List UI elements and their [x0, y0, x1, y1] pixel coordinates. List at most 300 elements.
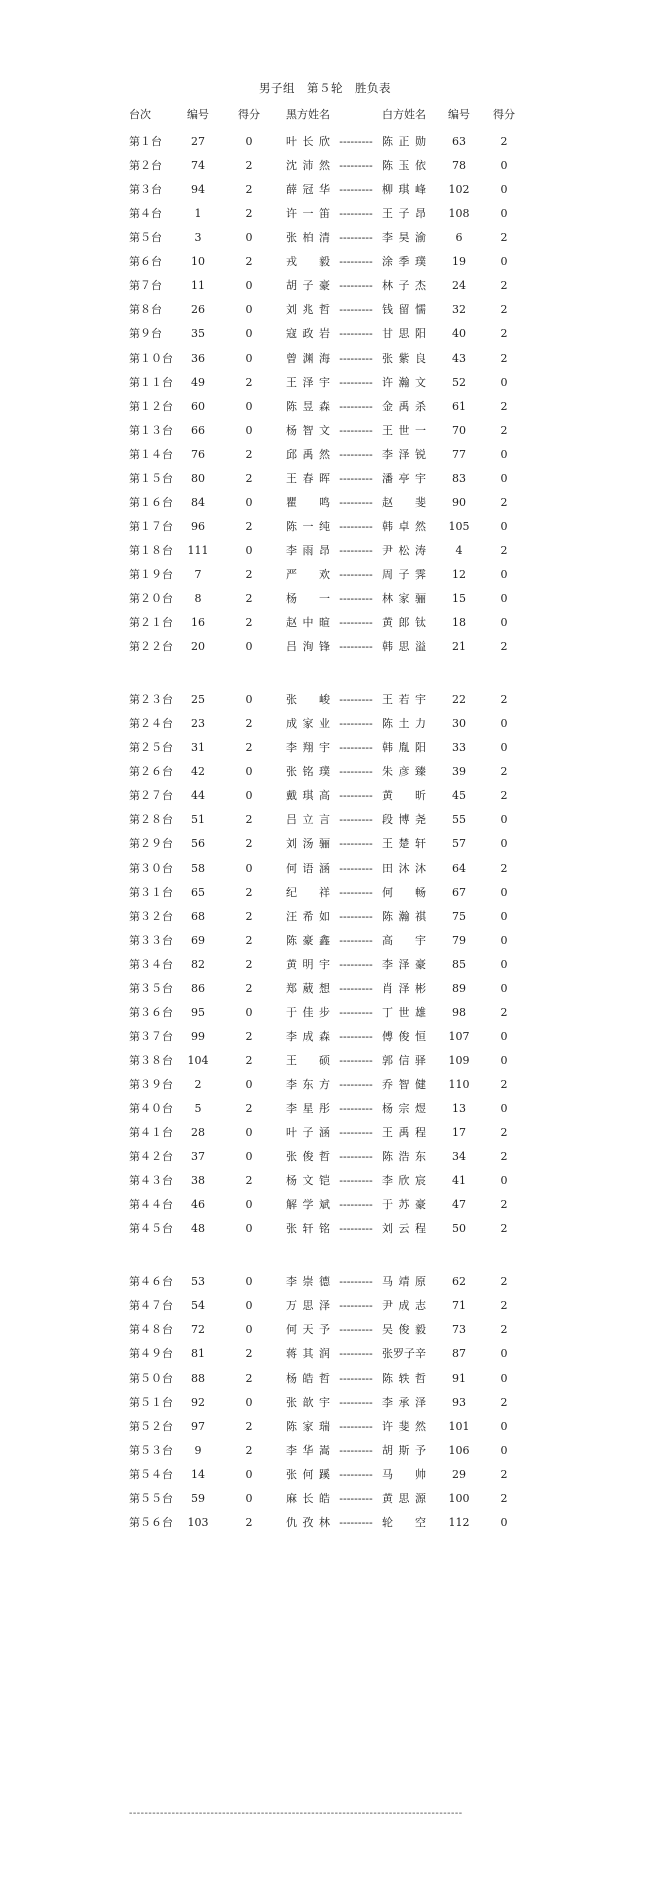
white-name: 于苏豪: [382, 1198, 426, 1212]
white-score: 0: [500, 717, 508, 731]
table-row: [0, 1054, 650, 1068]
black-score: 0: [245, 1150, 253, 1164]
white-name: 田沐沐: [382, 861, 426, 875]
black-num: 7: [194, 567, 202, 581]
black-score: 2: [245, 1053, 253, 1067]
table-no: 第２４台: [129, 717, 173, 731]
white-num: 45: [452, 789, 466, 803]
black-score: 0: [245, 231, 253, 245]
black-num: 53: [191, 1275, 205, 1289]
black-score: 0: [245, 399, 253, 413]
black-num: 31: [191, 741, 205, 755]
black-score: 2: [245, 616, 253, 629]
white-num: 91: [452, 1371, 466, 1385]
header-black-name: 黑方姓名: [286, 108, 330, 121]
black-name: 曾渊海: [286, 351, 330, 365]
header-white-name: 白方姓名: [382, 108, 426, 121]
white-num: 41: [452, 1174, 466, 1188]
pairing-separator: ---------: [339, 765, 373, 779]
white-num: 6: [455, 231, 463, 245]
table-row: [0, 1468, 650, 1482]
white-score: 0: [500, 885, 508, 899]
black-name: 李翔宇: [286, 741, 330, 755]
white-num: 77: [452, 447, 466, 461]
table-no: 第２５台: [129, 741, 173, 755]
table-no: 第１４台: [129, 447, 173, 461]
white-name: 韩思溢: [382, 640, 426, 653]
table-header: [0, 108, 650, 122]
black-num: 11: [191, 279, 205, 293]
black-score: 0: [245, 1005, 253, 1019]
pairing-separator: ---------: [339, 1443, 373, 1457]
table-row: [0, 424, 650, 438]
white-score: 2: [500, 1198, 508, 1212]
white-num: 17: [452, 1126, 466, 1139]
table-no: 第４５台: [129, 1222, 173, 1236]
white-name: 潘亭宇: [382, 471, 426, 485]
white-num: 24: [452, 279, 466, 293]
black-num: 68: [191, 909, 205, 923]
pairing-separator: ---------: [339, 1053, 373, 1067]
pairing-separator: ---------: [339, 1467, 373, 1481]
table-no: 第５５台: [129, 1491, 173, 1505]
black-name: 何天予: [286, 1323, 330, 1337]
table-row: [0, 327, 650, 341]
black-score: 2: [245, 933, 253, 947]
table-no: 第４７台: [129, 1299, 173, 1313]
table-row: [0, 135, 650, 149]
table-row: [0, 159, 650, 173]
black-name: 李东方: [286, 1077, 330, 1091]
table-row: [0, 568, 650, 582]
black-num: 99: [191, 1029, 205, 1043]
black-name: 李成森: [286, 1029, 330, 1043]
black-num: 28: [191, 1126, 205, 1139]
white-num: 47: [452, 1198, 466, 1212]
table-no: 第４６台: [129, 1275, 173, 1289]
black-name: 张铭璞: [286, 765, 330, 779]
white-num: 105: [448, 519, 470, 533]
pairing-separator: ---------: [339, 1077, 373, 1091]
black-num: 54: [191, 1299, 205, 1313]
black-score: 0: [245, 279, 253, 293]
table-no: 第１２台: [129, 399, 173, 413]
white-num: 40: [452, 327, 466, 341]
white-num: 12: [452, 567, 466, 581]
black-num: 3: [194, 231, 202, 245]
black-num: 82: [191, 957, 205, 971]
black-score: 0: [245, 640, 253, 653]
white-num: 32: [452, 303, 466, 317]
black-name: 张轩铭: [286, 1222, 330, 1236]
white-name: 马靖原: [382, 1275, 426, 1289]
table-row: [0, 1078, 650, 1092]
table-row: [0, 592, 650, 606]
black-name: 瞿 鸣: [286, 495, 330, 509]
white-name: 韩胤阳: [382, 741, 426, 755]
black-num: 36: [191, 351, 205, 365]
white-score: 2: [500, 1126, 508, 1139]
white-score: 0: [500, 255, 508, 269]
white-score: 2: [500, 1275, 508, 1289]
white-score: 0: [500, 1053, 508, 1067]
pairing-separator: ---------: [339, 1323, 373, 1337]
white-name: 吴俊毅: [382, 1323, 426, 1337]
pairing-separator: ---------: [339, 207, 373, 221]
white-score: 2: [500, 1222, 508, 1236]
table-row: [0, 886, 650, 900]
black-num: 81: [191, 1347, 205, 1361]
white-score: 0: [500, 616, 508, 629]
white-score: 0: [500, 1102, 508, 1115]
white-score: 0: [500, 183, 508, 197]
black-score: 0: [245, 423, 253, 437]
pairing-separator: ---------: [339, 861, 373, 875]
black-num: 42: [191, 765, 205, 779]
table-row: [0, 496, 650, 510]
table-row: [0, 616, 650, 630]
white-num: 29: [452, 1467, 466, 1481]
table-row: [0, 520, 650, 534]
table-row: [0, 376, 650, 390]
white-num: 71: [452, 1299, 466, 1313]
white-name: 林子杰: [382, 279, 426, 293]
white-num: 89: [452, 981, 466, 995]
white-num: 79: [452, 933, 466, 947]
white-num: 100: [448, 1491, 470, 1505]
table-row: [0, 1323, 650, 1337]
white-num: 52: [452, 375, 466, 389]
black-score: 0: [245, 1198, 253, 1212]
black-score: 0: [245, 495, 253, 509]
white-score: 0: [500, 813, 508, 827]
white-score: 2: [500, 1395, 508, 1409]
black-score: 2: [245, 1419, 253, 1433]
black-num: 97: [191, 1419, 205, 1433]
pairing-separator: ---------: [339, 909, 373, 923]
table-row: [0, 207, 650, 221]
table-no: 第４台: [129, 207, 162, 221]
table-no: 第３２台: [129, 909, 173, 923]
black-name: 何语涵: [286, 861, 330, 875]
table-row: [0, 1222, 650, 1236]
black-score: 0: [245, 135, 253, 148]
black-score: 0: [245, 693, 253, 707]
black-score: 2: [245, 1174, 253, 1188]
table-no: 第１８台: [129, 543, 173, 557]
black-name: 李华嵩: [286, 1443, 330, 1457]
black-score: 0: [245, 1299, 253, 1313]
table-no: 第７台: [129, 279, 162, 293]
white-score: 2: [500, 135, 508, 148]
black-num: 49: [191, 375, 205, 389]
table-no: 第１１台: [129, 375, 173, 389]
black-num: 10: [191, 255, 205, 269]
pairing-separator: ---------: [339, 592, 373, 605]
white-score: 0: [500, 1419, 508, 1433]
table-row: [0, 1275, 650, 1289]
table-no: 第５台: [129, 231, 162, 245]
black-score: 2: [245, 837, 253, 851]
black-name: 汪希如: [286, 909, 330, 923]
table-row: [0, 1372, 650, 1386]
pairing-separator: ---------: [339, 1102, 373, 1115]
black-name: 叶子涵: [286, 1126, 330, 1139]
white-score: 0: [500, 375, 508, 389]
white-score: 2: [500, 861, 508, 875]
black-score: 2: [245, 1347, 253, 1361]
table-no: 第２０台: [129, 592, 173, 605]
table-no: 第２６台: [129, 765, 173, 779]
white-name: 胡斯予: [382, 1443, 426, 1457]
black-name: 张柏清: [286, 231, 330, 245]
white-name: 王子昂: [382, 207, 426, 221]
black-score: 0: [245, 1077, 253, 1091]
black-name: 麻长皓: [286, 1491, 330, 1505]
white-num: 85: [452, 957, 466, 971]
table-row: [0, 1150, 650, 1164]
white-name: 段博尧: [382, 813, 426, 827]
black-name: 李雨昂: [286, 543, 330, 557]
table-no: 第４１台: [129, 1126, 173, 1139]
table-row: [0, 1299, 650, 1313]
black-name: 张歆宇: [286, 1395, 330, 1409]
white-num: 15: [452, 592, 466, 605]
black-num: 86: [191, 981, 205, 995]
white-name: 王楚轩: [382, 837, 426, 851]
black-score: 2: [245, 471, 253, 485]
table-row: [0, 1006, 650, 1020]
black-score: 2: [245, 741, 253, 755]
white-num: 67: [452, 885, 466, 899]
black-name: 李崇德: [286, 1275, 330, 1289]
table-no: 第３８台: [129, 1053, 173, 1067]
pairing-separator: ---------: [339, 495, 373, 509]
white-num: 13: [452, 1102, 466, 1115]
table-row: [0, 717, 650, 731]
black-score: 2: [245, 1515, 253, 1529]
white-score: 2: [500, 1491, 508, 1505]
table-row: [0, 255, 650, 269]
table-row: [0, 1347, 650, 1361]
white-score: 0: [500, 981, 508, 995]
white-num: 57: [452, 837, 466, 851]
black-num: 20: [191, 640, 205, 653]
white-name: 王若宇: [382, 693, 426, 707]
white-name: 傅俊恒: [382, 1029, 426, 1043]
black-score: 0: [245, 351, 253, 365]
pairing-separator: ---------: [339, 399, 373, 413]
table-no: 第２台: [129, 159, 162, 173]
table-no: 第１０台: [129, 351, 173, 365]
white-name: 周子霁: [382, 567, 426, 581]
black-name: 纪 祥: [286, 885, 330, 899]
black-num: 103: [187, 1515, 209, 1529]
white-num: 110: [448, 1077, 470, 1091]
white-score: 0: [500, 933, 508, 947]
white-name: 李泽锐: [382, 447, 426, 461]
table-no: 第４８台: [129, 1323, 173, 1337]
white-num: 75: [452, 909, 466, 923]
table-no: 第３５台: [129, 981, 173, 995]
black-score: 0: [245, 1467, 253, 1481]
white-score: 2: [500, 789, 508, 803]
table-no: 第３９台: [129, 1077, 173, 1091]
table-no: 第６台: [129, 255, 162, 269]
pairing-separator: ---------: [339, 1150, 373, 1164]
pairing-separator: ---------: [339, 1371, 373, 1385]
table-row: [0, 693, 650, 707]
white-num: 107: [448, 1029, 470, 1043]
pairing-separator: ---------: [339, 1347, 373, 1361]
white-name: 陈土力: [382, 717, 426, 731]
white-score: 0: [500, 207, 508, 221]
black-num: 76: [191, 447, 205, 461]
black-name: 胡子豪: [286, 279, 330, 293]
black-num: 58: [191, 861, 205, 875]
white-score: 0: [500, 1174, 508, 1188]
table-row: [0, 862, 650, 876]
black-num: 2: [194, 1077, 202, 1091]
black-score: 0: [245, 789, 253, 803]
black-num: 9: [194, 1443, 202, 1457]
table-row: [0, 303, 650, 317]
black-num: 5: [194, 1102, 202, 1115]
black-name: 张 峻: [286, 693, 330, 707]
black-name: 张何蹊: [286, 1467, 330, 1481]
table-no: 第１６台: [129, 495, 173, 509]
black-score: 0: [245, 1491, 253, 1505]
white-name: 何 畅: [382, 885, 426, 899]
table-no: 第４９台: [129, 1347, 173, 1361]
table-no: 第４０台: [129, 1102, 173, 1115]
black-num: 23: [191, 717, 205, 731]
white-num: 33: [452, 741, 466, 755]
black-name: 吕洵锋: [286, 640, 330, 653]
black-num: 56: [191, 837, 205, 851]
white-score: 2: [500, 765, 508, 779]
white-name: 杨宗煜: [382, 1102, 426, 1115]
white-name: 黄郎钛: [382, 616, 426, 629]
black-num: 37: [191, 1150, 205, 1164]
white-score: 2: [500, 327, 508, 341]
black-score: 2: [245, 567, 253, 581]
white-name: 陈正勋: [382, 135, 426, 148]
table-row: [0, 1174, 650, 1188]
white-num: 34: [452, 1150, 466, 1164]
black-num: 38: [191, 1174, 205, 1188]
table-row: [0, 837, 650, 851]
footer-divider: --------------------------------------------------------------------------------------: [129, 1808, 463, 1819]
black-num: 60: [191, 399, 205, 413]
white-num: 55: [452, 813, 466, 827]
black-score: 0: [245, 765, 253, 779]
pairing-separator: ---------: [339, 1005, 373, 1019]
black-name: 杨文铠: [286, 1174, 330, 1188]
white-score: 0: [500, 159, 508, 173]
table-row: [0, 765, 650, 779]
white-num: 19: [452, 255, 466, 269]
black-score: 0: [245, 1126, 253, 1139]
table-no: 第４４台: [129, 1198, 173, 1212]
table-row: [0, 910, 650, 924]
black-num: 88: [191, 1371, 205, 1385]
header-table: 台次: [129, 108, 151, 121]
black-num: 84: [191, 495, 205, 509]
white-num: 61: [452, 399, 466, 413]
black-name: 陈昱森: [286, 399, 330, 413]
white-score: 0: [500, 471, 508, 485]
pairing-separator: ---------: [339, 255, 373, 269]
black-num: 65: [191, 885, 205, 899]
white-score: 0: [500, 567, 508, 581]
black-score: 2: [245, 957, 253, 971]
white-score: 2: [500, 423, 508, 437]
black-name: 杨智文: [286, 423, 330, 437]
header-black-score: 得分: [238, 108, 260, 121]
black-name: 戴琪高: [286, 789, 330, 803]
header-white-num: 编号: [448, 108, 470, 121]
black-num: 74: [191, 159, 205, 173]
white-name: 涂季璞: [382, 255, 426, 269]
pairing-separator: ---------: [339, 1299, 373, 1313]
pairing-separator: ---------: [339, 837, 373, 851]
white-name: 刘云程: [382, 1222, 426, 1236]
black-score: 2: [245, 1102, 253, 1115]
black-score: 2: [245, 592, 253, 605]
black-num: 16: [191, 616, 205, 629]
white-num: 73: [452, 1323, 466, 1337]
black-num: 80: [191, 471, 205, 485]
table-no: 第３６台: [129, 1005, 173, 1019]
white-num: 30: [452, 717, 466, 731]
table-row: [0, 1102, 650, 1116]
white-name: 张罗子辛: [382, 1347, 426, 1361]
white-num: 50: [452, 1222, 466, 1236]
pairing-separator: ---------: [339, 375, 373, 389]
pairing-separator: ---------: [339, 159, 373, 173]
black-score: 2: [245, 885, 253, 899]
white-score: 2: [500, 231, 508, 245]
black-name: 仇孜林: [286, 1515, 330, 1529]
pairing-separator: ---------: [339, 183, 373, 197]
table-no: 第５２台: [129, 1419, 173, 1433]
white-score: 0: [500, 837, 508, 851]
table-no: 第１７台: [129, 519, 173, 533]
pairing-separator: ---------: [339, 640, 373, 653]
pairing-separator: ---------: [339, 135, 373, 148]
black-score: 0: [245, 1323, 253, 1337]
white-score: 0: [500, 519, 508, 533]
black-num: 8: [194, 592, 202, 605]
white-num: 106: [448, 1443, 470, 1457]
black-name: 严 欢: [286, 567, 330, 581]
table-row: [0, 448, 650, 462]
pairing-separator: ---------: [339, 789, 373, 803]
table-no: 第１５台: [129, 471, 173, 485]
white-name: 朱彦臻: [382, 765, 426, 779]
pairing-separator: ---------: [339, 1515, 373, 1529]
table-row: [0, 1420, 650, 1434]
white-score: 0: [500, 592, 508, 605]
black-score: 2: [245, 207, 253, 221]
black-num: 1: [194, 207, 202, 221]
black-name: 陈一纯: [286, 519, 330, 533]
white-score: 0: [500, 741, 508, 755]
page-title: 男子组 第５轮 胜负表: [259, 81, 391, 95]
white-score: 0: [500, 1029, 508, 1043]
table-row: [0, 352, 650, 366]
